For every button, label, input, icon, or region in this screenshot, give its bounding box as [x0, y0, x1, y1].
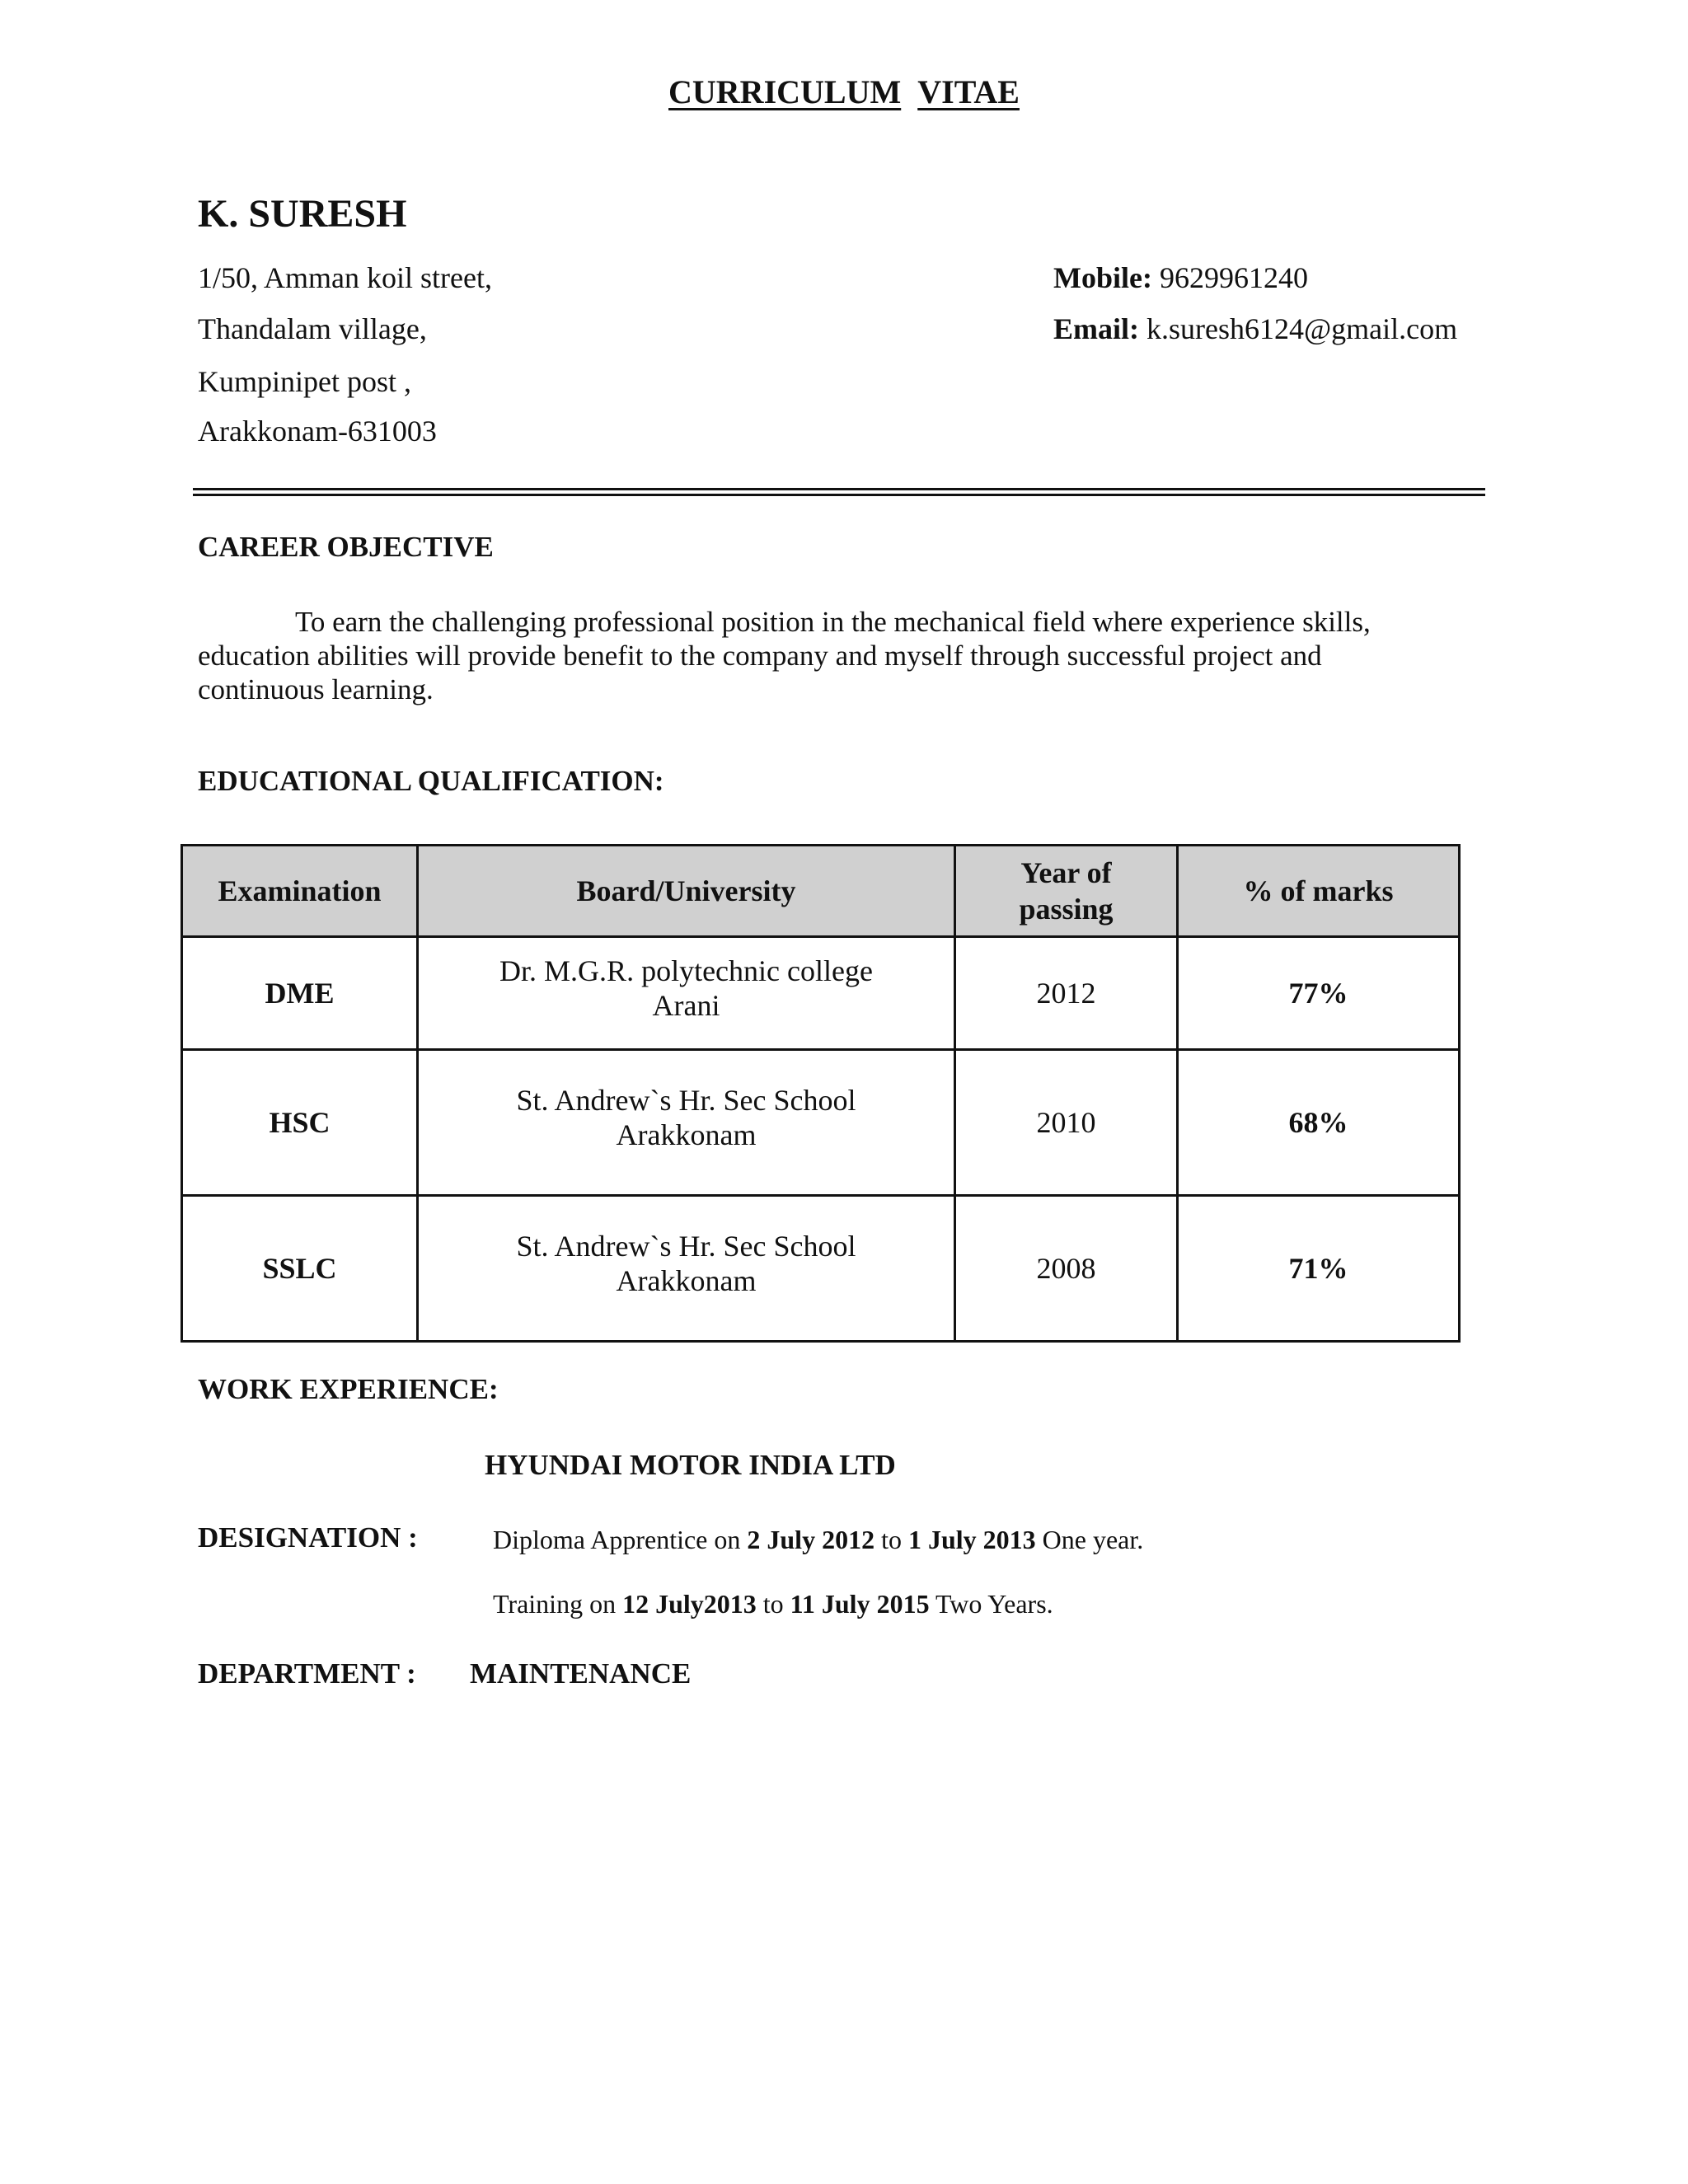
designation-line-1-end: 1 July 2013 [907, 1525, 1036, 1554]
marks-cell: 71% [1178, 1196, 1460, 1342]
column-header-marks: % of marks [1178, 846, 1460, 937]
address-line-4: Arakkonam-631003 [198, 415, 437, 448]
board-line-2: Arakkonam [616, 1118, 757, 1151]
divider-bottom [193, 494, 1485, 496]
marks-cell: 68% [1178, 1050, 1460, 1196]
board-cell [418, 937, 955, 1050]
address-line-2: Thandalam village, [198, 312, 427, 345]
marks-cell: 77% [1178, 937, 1460, 1050]
column-header-examination: Examination [182, 846, 418, 937]
year-cell: 2012 [955, 937, 1178, 1050]
mobile-number: 9629961240 [1159, 261, 1308, 294]
exam-cell: DME [182, 937, 418, 1050]
designation-line-2 [493, 1589, 1053, 1619]
board-line-1: St. Andrew`s Hr. Sec School [516, 1084, 856, 1117]
career-objective-body: To earn the challenging professional position in the mechanical field where experience skills, education abilities will provide benefit to the company and myself through successful project and continuous learning. [198, 606, 1371, 705]
designation-line-1-to: to [881, 1525, 902, 1554]
exam-cell: SSLC [182, 1196, 418, 1342]
email-row [1053, 312, 1457, 346]
designation-line-1-suffix: One year. [1042, 1525, 1144, 1554]
table-row [182, 1050, 1460, 1196]
year-cell: 2010 [955, 1050, 1178, 1196]
designation-line-2-prefix: Training on [493, 1589, 617, 1619]
company-name: HYUNDAI MOTOR INDIA LTD [485, 1449, 896, 1481]
table-row [182, 937, 1460, 1050]
designation-line-2-to: to [762, 1589, 784, 1619]
board-line-1: St. Andrew`s Hr. Sec School [516, 1230, 856, 1263]
title-word-2: VITAE [917, 73, 1020, 110]
designation-line-1 [493, 1525, 1143, 1555]
designation-line-2-suffix: Two Years. [935, 1589, 1053, 1619]
board-line-2: Arani [652, 989, 720, 1022]
candidate-name: K. SURESH [198, 192, 407, 236]
table-header-row [182, 846, 1460, 937]
designation-line-2-start: 12 July2013 [622, 1589, 757, 1619]
mobile-row [1053, 260, 1308, 295]
column-header-year-text: Year of passing [1019, 856, 1114, 926]
career-objective-heading: CAREER OBJECTIVE [198, 531, 494, 563]
board-cell [418, 1050, 955, 1196]
board-line-1: Dr. M.G.R. polytechnic college [499, 954, 873, 987]
exam-cell: HSC [182, 1050, 418, 1196]
department-label: DEPARTMENT : [198, 1657, 416, 1690]
email-label: Email: [1053, 312, 1139, 345]
document-title [0, 73, 1688, 111]
divider-top [193, 488, 1485, 490]
mobile-label: Mobile: [1053, 261, 1152, 294]
designation-line-1-start: 2 July 2012 [747, 1525, 875, 1554]
department-value: MAINTENANCE [470, 1657, 692, 1690]
title-word-1: CURRICULUM [668, 73, 902, 110]
designation-label: DESIGNATION : [198, 1521, 418, 1554]
education-heading: EDUCATIONAL QUALIFICATION: [198, 765, 664, 797]
work-experience-heading: WORK EXPERIENCE: [198, 1373, 499, 1405]
column-header-board: Board/University [418, 846, 955, 937]
designation-line-2-end: 11 July 2015 [790, 1589, 930, 1619]
column-header-year [955, 846, 1178, 937]
board-cell [418, 1196, 955, 1342]
year-cell: 2008 [955, 1196, 1178, 1342]
board-line-2: Arakkonam [616, 1264, 757, 1297]
career-objective-text [198, 605, 1434, 706]
education-table [181, 844, 1461, 1343]
address-line-1: 1/50, Amman koil street, [198, 261, 492, 294]
address-line-3: Kumpinipet post , [198, 365, 411, 398]
email-address: k.suresh6124@gmail.com [1146, 312, 1458, 345]
table-row [182, 1196, 1460, 1342]
designation-line-1-prefix: Diploma Apprentice on [493, 1525, 741, 1554]
